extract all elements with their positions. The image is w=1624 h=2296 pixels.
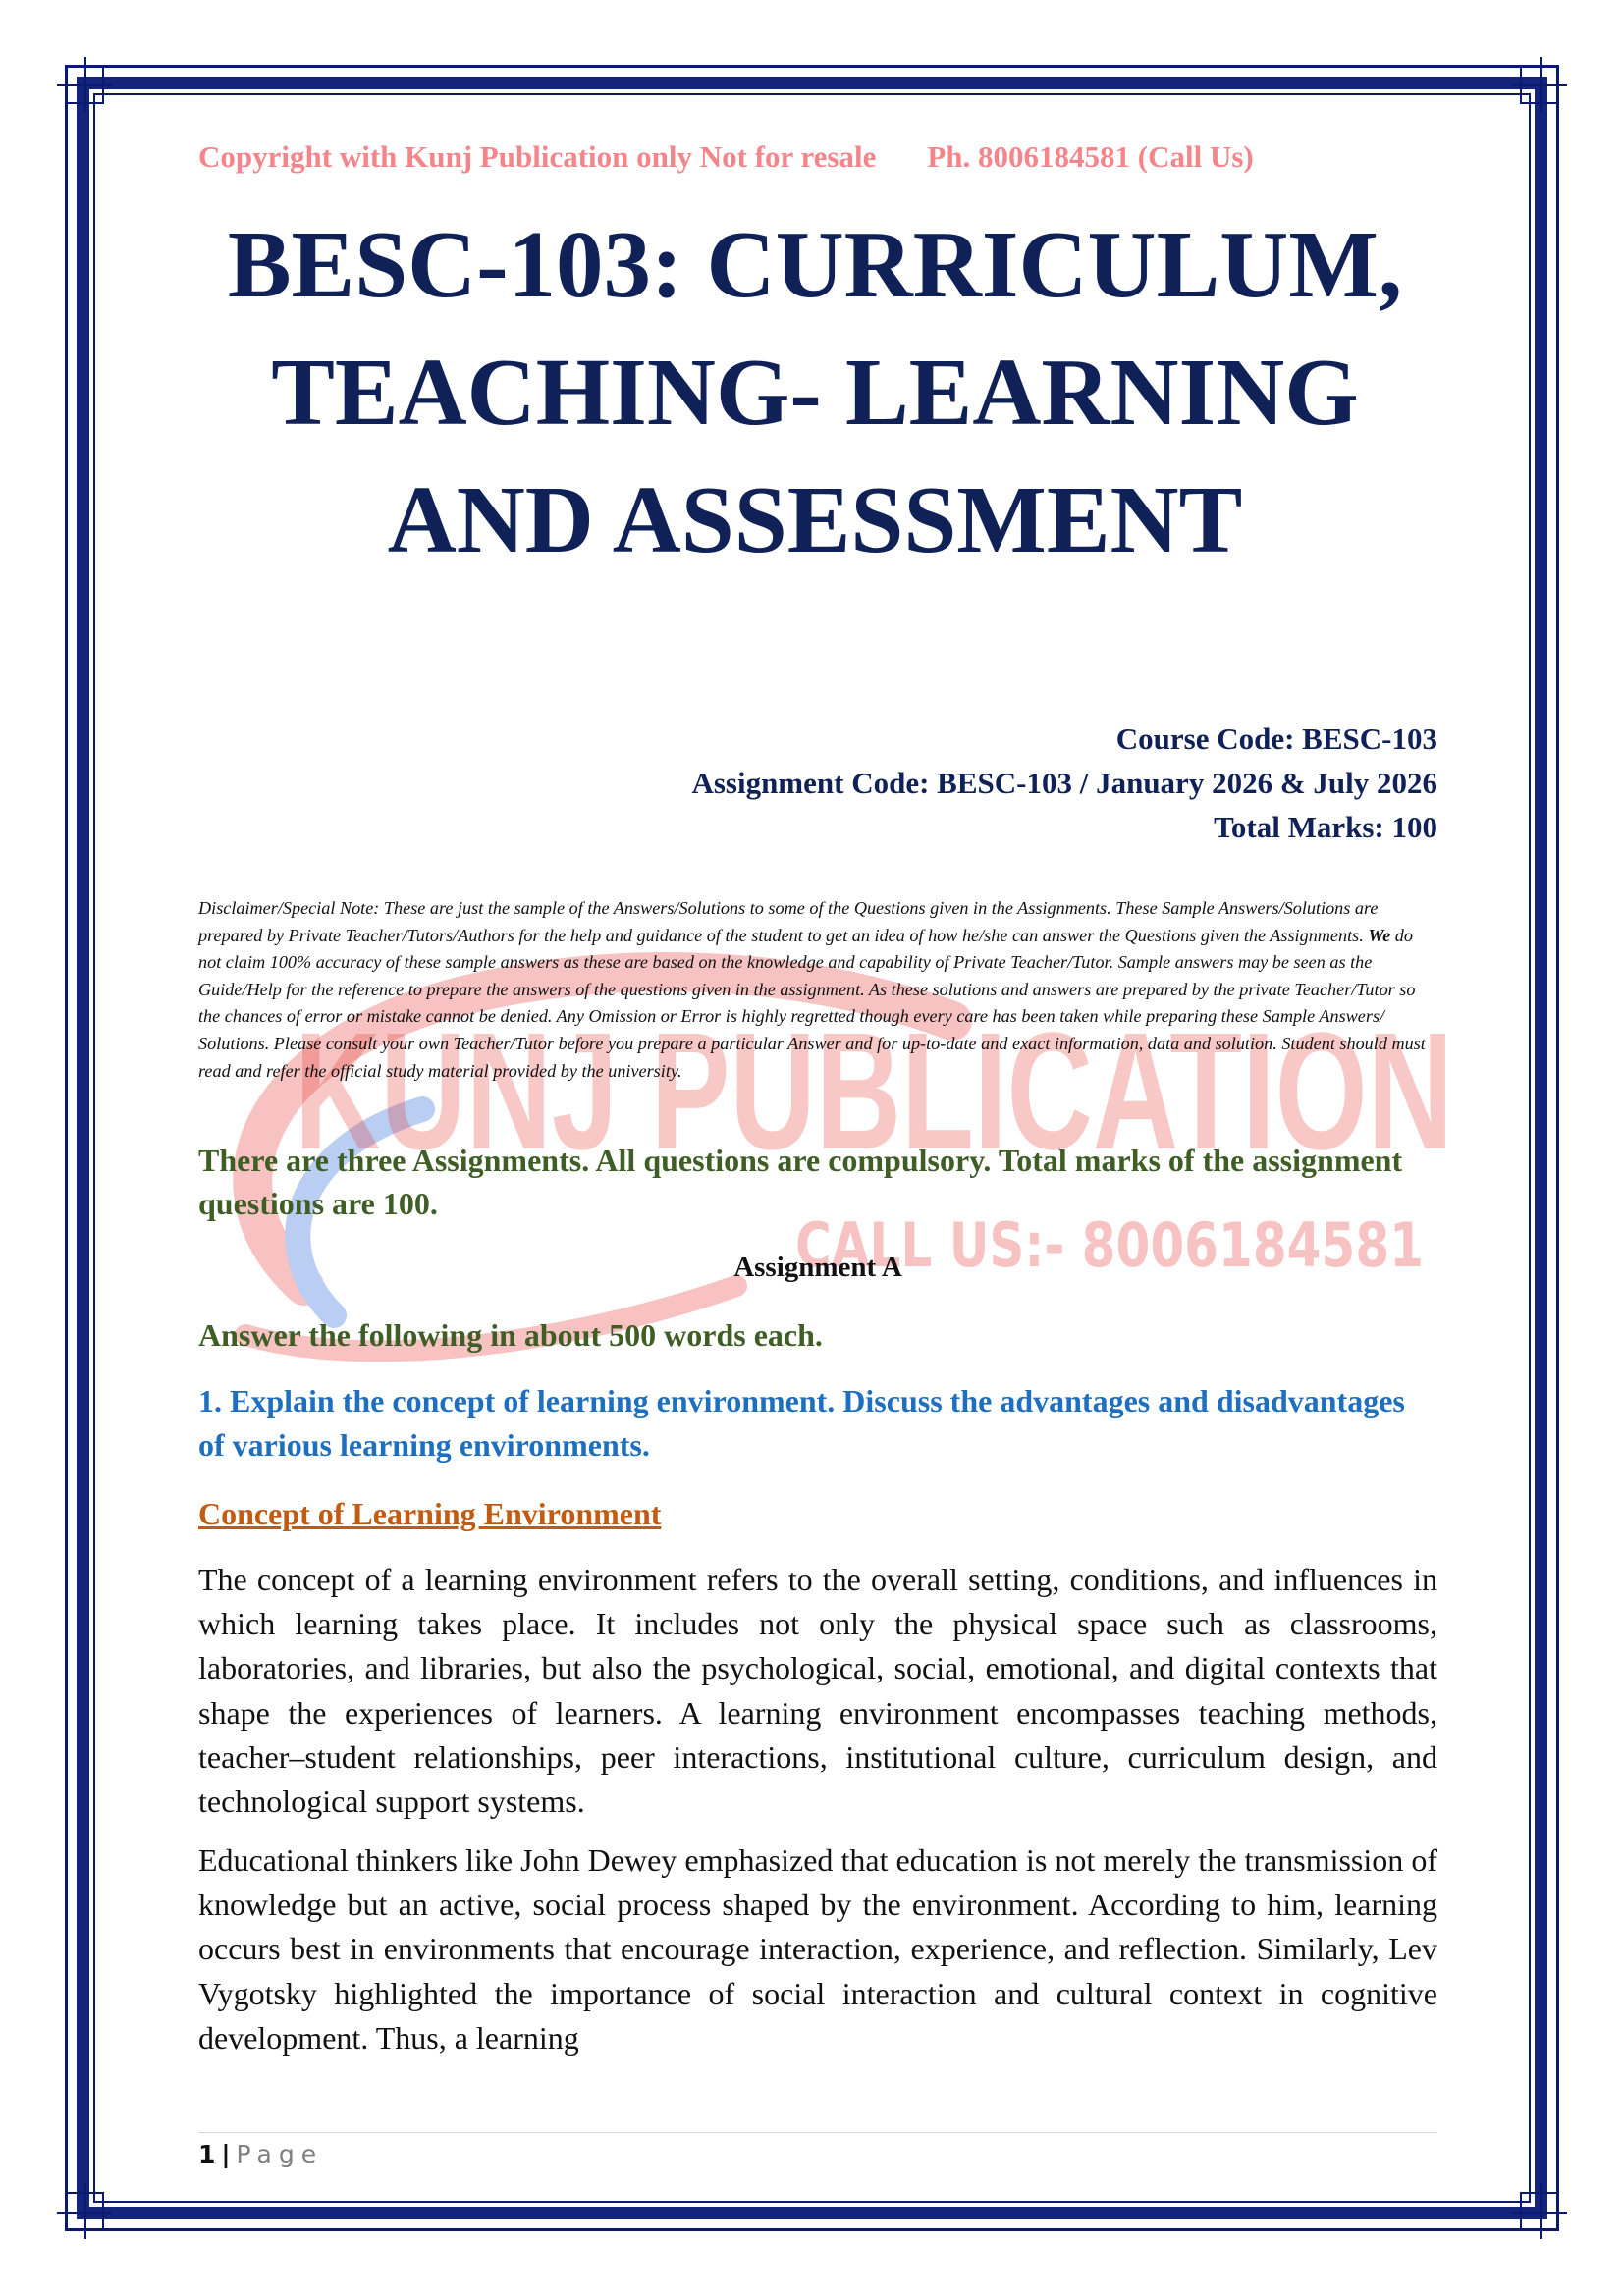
answer-instruction: Answer the following in about 500 words each.: [198, 1317, 823, 1353]
corner-ornament: [1520, 2192, 1559, 2231]
watermark-call: CALL US:- 8006184581: [795, 1209, 1424, 1281]
disclaimer-part-1: Disclaimer/Special Note: These are just the sample of the Answers/Solutions to some of the Questions given in the Assignments. These Sample Answers/Solutions are prepared by Private Teacher/Tutors/Authors for the help and guidance of the student to get an idea of how he/she can answer the Questions given the Assignments.: [198, 898, 1379, 945]
corner-ornament: [65, 65, 104, 104]
paragraph-2: Educational thinkers like John Dewey emphasized that education is not merely the transmission of knowledge but an active, social process shaped by the environment. According to him, learning occurs best in environments that encourage interaction, experience, and reflection. Similarly, Lev Vygotsky highlighted the importance of social interaction and cultural context in cognitive development. Thus, a learning: [198, 1842, 1437, 2056]
page-label: Page: [236, 2140, 324, 2168]
total-marks: Total Marks: 100: [1214, 810, 1437, 844]
disclaimer: [198, 895, 1437, 1085]
course-code: Course Code: BESC-103: [1115, 721, 1437, 756]
page-footer: [198, 2140, 323, 2168]
section-heading: Concept of Learning Environment: [198, 1496, 662, 1531]
page-number: 1: [198, 2140, 216, 2168]
course-meta: [691, 717, 1437, 849]
title-line-2: TEACHING- LEARNING: [271, 340, 1359, 445]
question-1: 1. Explain the concept of learning environment. Discuss the advantages and disadvantages of various learning environments.: [198, 1383, 1405, 1463]
watermark-brand: KUNJ PUBLICATION: [295, 998, 1453, 1185]
disclaimer-we: We: [1368, 925, 1391, 945]
disclaimer-part-2: do not claim 100% accuracy of these sample answers as these are based on the knowledge and capability of Private Teacher/Tutor. Sample answers may be seen as the Guide/Help for the reference to prepare the answers of the questions given in the assignment. As these solutions and answers are prepared by the private Teacher/Tutor so the chances of error or mistake cannot be denied. Any Omission or Error is highly regretted though every care has been taken while preparing these Sample Answers/ Solutions. Please consult your own Teacher/Tutor before you prepare a particular Answer and for up-to-date and exact information, data and solution. Student should must read and refer the official study material provided by the university.: [198, 925, 1426, 1081]
paragraph-1: The concept of a learning environment refers to the overall setting, conditions, and influences in which learning takes place. It includes not only the physical space such as classrooms, laboratories, and libraries, but also the psychological, social, emotional, and digital contexts that shape the experiences of learners. A learning environment encompasses teaching methods, teacher–student relationships, peer interactions, institutional culture, curriculum design, and technological support systems.: [198, 1562, 1437, 1820]
corner-ornament: [1520, 65, 1559, 104]
footer-divider: [198, 2132, 1437, 2133]
footer-separator: |: [221, 2140, 231, 2168]
document-title: [167, 201, 1463, 584]
phone-text: Ph. 8006184581 (Call Us): [927, 139, 1254, 174]
assignment-code: Assignment Code: BESC-103 / January 2026 & July 2026: [691, 766, 1437, 800]
assignments-notice: There are three Assignments. All questions are compulsory. Total marks of the assignment questions are 100.: [198, 1143, 1403, 1221]
assignment-heading: Assignment A: [733, 1252, 902, 1283]
copyright-line: [198, 139, 1437, 175]
title-line-1: BESC-103: CURRICULUM,: [227, 212, 1403, 317]
copyright-text: Copyright with Kunj Publication only Not for resale: [198, 139, 877, 174]
corner-ornament: [65, 2192, 104, 2231]
title-line-3: AND ASSESSMENT: [387, 467, 1243, 572]
